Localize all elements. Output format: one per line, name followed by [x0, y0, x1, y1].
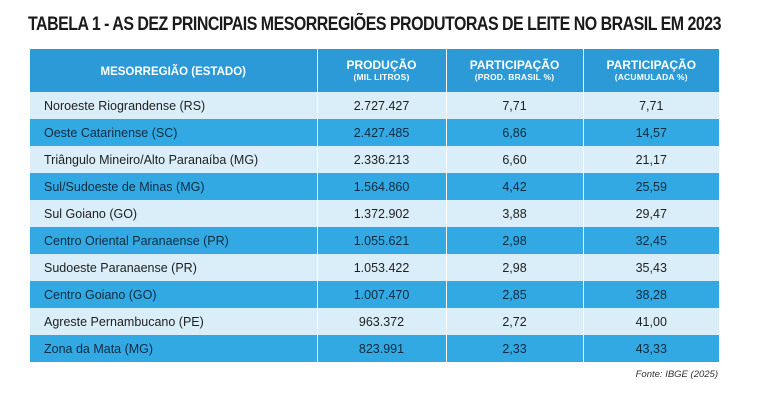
table-row [30, 254, 719, 281]
cell-share: 2,72 [446, 308, 583, 335]
cell-share: 2,98 [446, 227, 583, 254]
cell-cumulative: 7,71 [583, 92, 719, 119]
cell-share: 6,60 [446, 146, 583, 173]
cell-production: 2.336.213 [317, 146, 446, 173]
header-share-unit: (PROD. BRASIL %) [474, 71, 555, 82]
cell-share: 4,42 [446, 173, 583, 200]
header-production-unit: (MIL LITROS) [353, 71, 410, 82]
cell-production: 1.055.621 [317, 227, 446, 254]
header-share [446, 49, 583, 92]
cell-production: 1.564.860 [317, 173, 446, 200]
cell-share: 2,33 [446, 335, 583, 362]
cell-production: 2.427.485 [317, 119, 446, 146]
cell-cumulative: 21,17 [583, 146, 719, 173]
cell-region: Oeste Catarinense (SC) [30, 119, 317, 146]
header-cumulative-unit: (ACUMULADA %) [614, 71, 688, 82]
cell-region: Zona da Mata (MG) [30, 335, 317, 362]
header-region-label: MESORREGIÃO (ESTADO) [100, 65, 246, 78]
cell-production: 1.007.470 [317, 281, 446, 308]
cell-region: Triângulo Mineiro/Alto Paranaíba (MG) [30, 146, 317, 173]
cell-region: Sudoeste Paranaense (PR) [30, 254, 317, 281]
cell-cumulative: 29,47 [583, 200, 719, 227]
cell-region: Agreste Pernambucano (PE) [30, 308, 317, 335]
source-note: Fonte: IBGE (2025) [635, 369, 718, 380]
cell-share: 7,71 [446, 92, 583, 119]
cell-production: 823.991 [317, 335, 446, 362]
table-row [30, 119, 719, 146]
header-production [317, 49, 446, 92]
table-header-row [30, 49, 719, 92]
cell-region: Centro Oriental Paranaense (PR) [30, 227, 317, 254]
cell-region: Sul/Sudoeste de Minas (MG) [30, 173, 317, 200]
cell-share: 3,88 [446, 200, 583, 227]
table-row [30, 92, 719, 119]
cell-region: Sul Goiano (GO) [30, 200, 317, 227]
cell-production: 1.053.422 [317, 254, 446, 281]
table-row [30, 281, 719, 308]
header-cumulative [583, 49, 719, 92]
cell-share: 6,86 [446, 119, 583, 146]
header-share-label: PARTICIPAÇÃO [469, 57, 560, 72]
cell-production: 1.372.902 [317, 200, 446, 227]
header-cumulative-label: PARTICIPAÇÃO [606, 57, 697, 72]
cell-region: Noroeste Riograndense (RS) [30, 92, 317, 119]
cell-cumulative: 43,33 [583, 335, 719, 362]
cell-region: Centro Goiano (GO) [30, 281, 317, 308]
cell-cumulative: 25,59 [583, 173, 719, 200]
table-title: TABELA 1 - AS DEZ PRINCIPAIS MESORREGIÕES PRODUTORAS DE LEITE NO BRASIL EM 2023 [28, 14, 721, 35]
table-row [30, 335, 719, 362]
header-production-label: PRODUÇÃO [346, 57, 417, 72]
table-row [30, 227, 719, 254]
table-row [30, 146, 719, 173]
cell-production: 2.727.427 [317, 92, 446, 119]
cell-cumulative: 32,45 [583, 227, 719, 254]
cell-share: 2,98 [446, 254, 583, 281]
cell-share: 2,85 [446, 281, 583, 308]
cell-cumulative: 14,57 [583, 119, 719, 146]
cell-production: 963.372 [317, 308, 446, 335]
production-table [30, 49, 719, 362]
cell-cumulative: 38,28 [583, 281, 719, 308]
header-region [30, 49, 317, 92]
cell-cumulative: 41,00 [583, 308, 719, 335]
cell-cumulative: 35,43 [583, 254, 719, 281]
table-row [30, 200, 719, 227]
table-row [30, 308, 719, 335]
table-row [30, 173, 719, 200]
